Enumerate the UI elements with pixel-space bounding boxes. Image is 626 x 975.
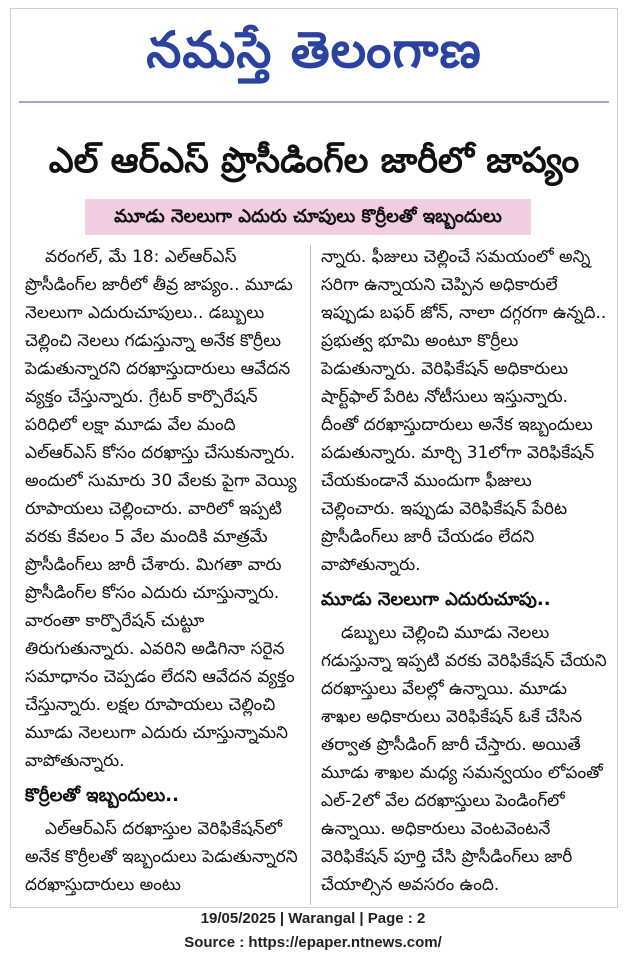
- footer-source: Source : https://epaper.ntnews.com/: [184, 934, 442, 951]
- article-paragraph: డబ్బులు చెల్లించి మూడు నెలలు గడుస్తున్నా ఇప్పటి వరకు వెరిఫికేషన్ చేయని దరఖాస్తులు వేలల్లో ఉన్నాయి. మూడు శాఖల అధికారులు వెరిఫికేషన్ ఓకే చేసిన తర్వాత ప్రొసీడింగ్ జారీ చేస్తారు. అయితే మూడు శాఖల మధ్య సమన్వయం లోపంతో ఎల్-2లో వేల దరఖాస్తులు పెండింగ్‌లో ఉన్నాయి. అధికారులు వెంటవెంటనే వెరిఫికేషన్ పూర్తి చేసి ప్రొసీడింగ్‌లు జారీ చేయాల్సిన అవసరం ఉంది.: [321, 623, 607, 895]
- newspaper-clipping: [10, 8, 618, 908]
- headline: ఎల్ ఆర్ఎస్ ప్రొసీడింగ్‌ల జారీలో జాప్యం: [48, 141, 580, 181]
- article-paragraph: వరంగల్, మే 18: ఎల్ఆర్ఎస్ ప్రొసీడింగ్‌ల జారీలో తీవ్ర జాప్యం.. మూడు నెలలుగా ఎదురుచూపులు.. డబ్బులు చెల్లించి నెలలు గడుస్తున్నా అనేక కొర్రీలు పెడుతున్నారని దరఖాస్తుదారులు ఆవేదన వ్యక్తం చేస్తున్నారు. గ్రేటర్ కార్పొరేషన్ పరిధిలో లక్షా మూడు వేల మంది ఎల్ఆర్ఎస్ కోసం దరఖాస్తు చేసుకున్నారు. అందులో సుమారు 30 వేలకు పైగా వెయ్యి రూపాయలు చెల్లించారు. వారిలో ఇప్పటి వరకు కేవలం 5 వేల మందికి మాత్రమే ప్రొసీడింగ్‌లు జారీ చేశారు. మిగతా వారు ప్రొసీడింగ్‌ల కోసం ఎదురు చూస్తున్నారు. వారంతా కార్పొరేషన్ చుట్టూ తిరుగుతున్నారు. ఎవరిని అడిగినా సరైన సమాధానం చెప్పడం లేదని ఆవేదన వ్యక్తం చేస్తున్నారు. లక్షల రూపాయలు చెల్లించి మూడు నెలలుగా ఎదురు చూస్తున్నామని వాపోతున్నారు.: [25, 247, 297, 771]
- article-column-right: [321, 243, 607, 899]
- masthead-rule: [19, 101, 609, 103]
- column-divider: [310, 245, 311, 905]
- article-paragraph: ఎల్ఆర్ఎస్ దరఖాస్తుల వెరిఫికేషన్‌లో అనేక కొర్రీలతో ఇబ్బందులు పెడుతున్నారని దరఖాస్తుదారులు అంటు: [25, 819, 298, 895]
- masthead-logo: నమస్తే తెలంగాణ: [146, 21, 482, 79]
- section-heading: మూడు నెలలుగా ఎదురుచూపు..: [321, 589, 551, 610]
- footer-date-edition: 19/05/2025 | Warangal | Page : 2: [200, 910, 426, 927]
- masthead: [11, 9, 617, 97]
- section-heading: కొర్రీలతో ఇబ్బందులు..: [25, 785, 179, 806]
- subheadline: మూడు నెలలుగా ఎదురు చూపులు కొర్రీలతో ఇబ్బందులు: [85, 199, 531, 235]
- article-paragraph: న్నారు. ఫీజులు చెల్లించే సమయంలో అన్ని సరిగా ఉన్నాయని చెప్పిన అధికారులే ఇప్పుడు బఫర్ జోన్, నాలా దగ్గరగా ఉన్నది.. ప్రభుత్వ భూమి అంటూ కొర్రీలు పెడుతున్నారు. వెరిఫికేషన్ అధికారులు షార్ట్‌ఫాల్ పేరిట నోటీసులు ఇస్తున్నారు. దీంతో దరఖాస్తుదారులు అనేక ఇబ్బందులు పడుతున్నారు. మార్చి 31లోగా వెరిఫికేషన్ చేయకుండానే ముందుగా ఫీజులు చెల్లించారు. ఇప్పుడు వెరిఫికేషన్ పేరిట ప్రొసీడింగ్‌లు జారీ చేయడం లేదని వాపోతున్నారు.: [321, 247, 607, 575]
- article-column-left: [25, 243, 303, 899]
